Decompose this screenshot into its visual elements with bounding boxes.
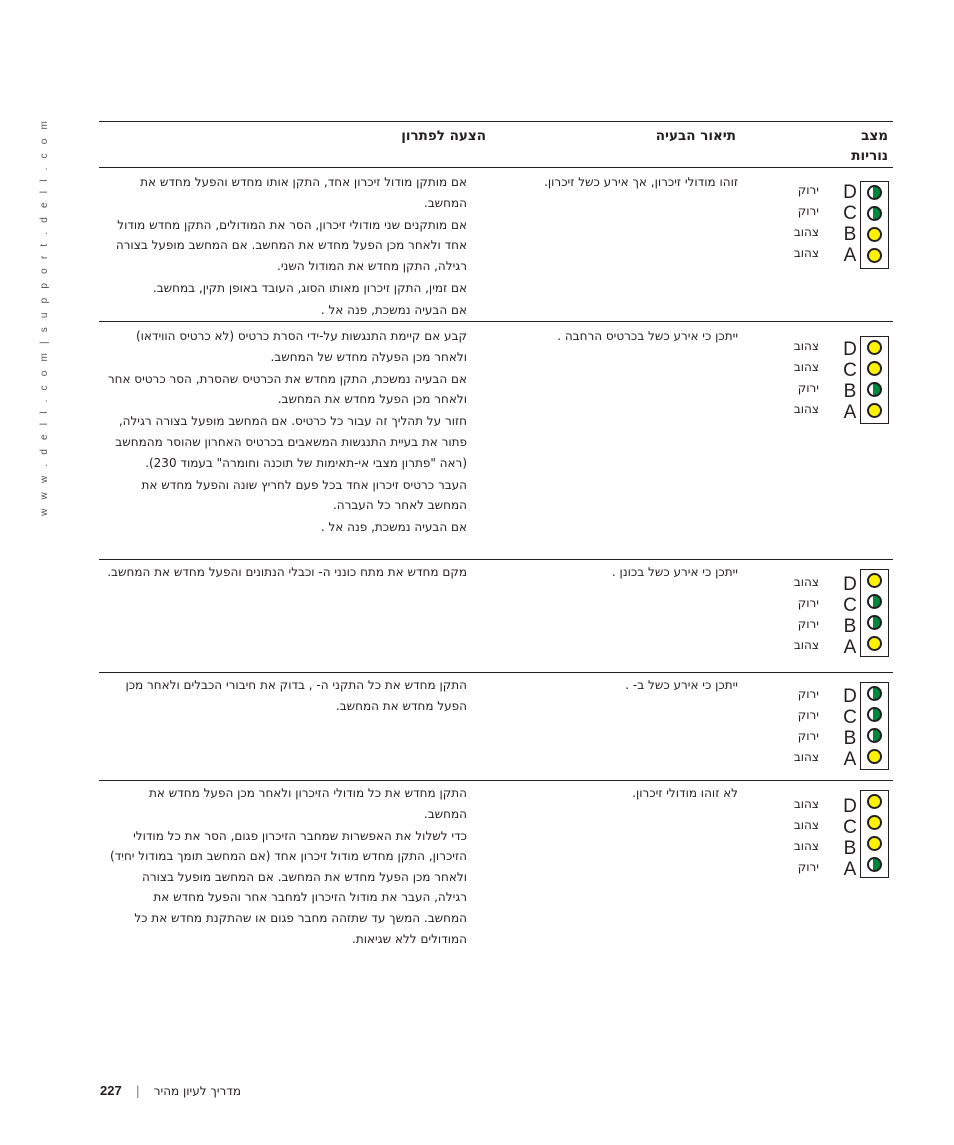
led-color-b: ירוק	[797, 381, 819, 395]
led-letter: A	[843, 245, 857, 266]
solution-text: כדי לשלול את האפשרות שמחבר הזיכרון פגום, הסר את כל מודולי הזיכרון, התקן מחדש מודול זיכרון אחד (אם המחשב תומך במודול יחיד) ולאחר מכן הפעל מחדש את המחשב. אם המחשב מופעל בצורה רגילה, העבר את מודול הזיכרון למחבר אחר והפעל מחדש את המחשב. המשך עד שתזהה מחבר פגום או שהתקנת מחדש את כל המודולים ללא שגיאות.	[110, 828, 467, 946]
diagnostic-lights-box	[860, 790, 889, 878]
led-color-c: ירוק	[797, 596, 819, 610]
description-cell: לא זוהו מודולי זיכרון.	[632, 786, 738, 800]
led-color-b: ירוק	[797, 617, 819, 631]
diagnostic-light-d	[867, 340, 882, 355]
diagnostic-light-a	[867, 248, 882, 263]
description-cell: זוהו מודולי זיכרון, אך אירע כשל זיכרון.	[544, 175, 738, 189]
table-row	[99, 168, 893, 321]
led-color-d: ירוק	[797, 687, 819, 701]
led-letter: D	[843, 182, 857, 203]
led-letters	[842, 182, 858, 266]
led-letter: C	[843, 595, 857, 616]
solution-cell	[107, 783, 467, 951]
diagnostic-light-d	[867, 794, 882, 809]
led-color-d: צהוב	[793, 575, 819, 589]
page-number: 227	[100, 1083, 122, 1098]
solution-cell	[107, 172, 467, 322]
led-letter: B	[843, 616, 857, 637]
led-color-a: צהוב	[793, 750, 819, 764]
diagnostic-light-b	[867, 227, 882, 242]
header-state-line2: נוריות	[851, 148, 888, 164]
solution-text: העבר כרטיס זיכרון אחד בכל פעם לחריץ שונה והפעל מחדש את המחשב לאחר כל העברה.	[141, 477, 467, 513]
header-solution: הצעה לפתרון	[401, 128, 486, 144]
diagnostic-light-d	[867, 185, 882, 200]
led-color-a: צהוב	[793, 638, 819, 652]
led-letters	[842, 796, 858, 880]
led-letter: B	[843, 381, 857, 402]
table-top-rule	[99, 121, 893, 122]
solution-text: אם הבעיה נמשכת, פנה אל .	[320, 520, 467, 535]
led-color-labels	[789, 180, 819, 264]
solution-text: התקן מחדש את כל התקני ה- , בדוק את חיבורי הכבלים ולאחר מכן הפעל מחדש את המחשב.	[125, 678, 467, 713]
led-letter: A	[843, 637, 857, 658]
table-row	[99, 560, 893, 672]
header-state	[828, 126, 888, 166]
led-letter: D	[843, 796, 857, 817]
description-cell: ייתכן כי אירע כשל בכונן .	[611, 565, 738, 579]
led-color-labels	[789, 572, 819, 656]
diagnostic-light-b	[867, 728, 882, 743]
led-color-c: ירוק	[797, 708, 819, 722]
solution-text: מקם מחדש את מתח כונני ה- וכבלי הנתונים והפעל מחדש את המחשב.	[107, 565, 467, 579]
table-row	[99, 781, 893, 951]
led-color-b: ירוק	[797, 729, 819, 743]
led-color-labels	[789, 794, 819, 878]
led-color-c: צהוב	[793, 818, 819, 832]
led-color-c: ירוק	[797, 204, 819, 218]
side-url: w w w . d e l l . c o m | s u p p o r t . d e l l . c o m	[39, 118, 50, 516]
table-row	[99, 673, 893, 780]
solution-cell	[107, 326, 467, 539]
diagnostic-light-a	[867, 857, 882, 872]
led-color-c: צהוב	[793, 360, 819, 374]
led-letter: D	[843, 686, 857, 707]
diagnostic-light-d	[867, 686, 882, 701]
solution-text: התקן מחדש את כל מודולי הזיכרון ולאחר מכן הפעל מחדש את המחשב.	[149, 786, 467, 821]
diagnostic-light-c	[867, 361, 882, 376]
solution-cell	[107, 562, 467, 584]
diagnostic-light-a	[867, 403, 882, 418]
led-letter: A	[843, 859, 857, 880]
description-cell: ייתכן כי אירע כשל ב- .	[625, 678, 738, 692]
header-description: תיאור הבעיה	[655, 128, 736, 144]
led-letters	[842, 574, 858, 658]
led-color-b: צהוב	[793, 839, 819, 853]
led-letter: C	[843, 203, 857, 224]
page-footer	[100, 1083, 241, 1098]
led-letter: A	[843, 402, 857, 423]
solution-cell	[107, 675, 467, 718]
solution-text: אם זמין, התקן זיכרון מאותו הסוג, העובד באופן תקין, במחשב.	[152, 280, 467, 295]
led-letter: B	[843, 838, 857, 859]
diagnostic-light-c	[867, 815, 882, 830]
diagnostic-light-d	[867, 573, 882, 588]
led-color-d: ירוק	[797, 183, 819, 197]
footer-separator: |	[135, 1083, 140, 1098]
table-row	[99, 322, 893, 559]
led-letter: C	[843, 817, 857, 838]
led-color-a: צהוב	[793, 246, 819, 260]
solution-text: חזור על תהליך זה עבור כל כרטיס. אם המחשב מופעל בצורה רגילה, פתור את בעיית התנגשות המשאבים בכרטיס האחרון שהוסר מהמחשב (ראה "פתרון מצבי אי-תאימות של תוכנה וחומרה" בעמוד 230).	[115, 414, 467, 470]
diagnostic-light-a	[867, 636, 882, 651]
led-color-b: צהוב	[793, 225, 819, 239]
diagnostic-light-c	[867, 594, 882, 609]
led-letter: C	[843, 360, 857, 381]
solution-text: קבע אם קיימת התנגשות על-ידי הסרת כרטיס (לא כרטיס הווידאו) ולאחר מכן הפעלה מחדש של המחשב.	[135, 329, 467, 364]
led-letters	[842, 686, 858, 770]
led-letter: B	[843, 224, 857, 245]
description-cell: ייתכן כי אירע כשל בכרטיס הרחבה .	[557, 329, 738, 343]
solution-text: אם מותקנים שני מודולי זיכרון, הסר את המודולים, התקן מחדש מודול אחד ולאחר מכן הפעל מחדש את המחשב. אם המחשב מופעל בצורה רגילה, התקן מחדש את המודול השני.	[115, 217, 467, 273]
diagnostic-light-b	[867, 836, 882, 851]
diagnostic-light-c	[867, 707, 882, 722]
guide-title: מדריך לעיון מהיר	[153, 1083, 241, 1098]
diagnostic-lights-box	[860, 682, 889, 770]
led-letter: A	[843, 749, 857, 770]
led-color-a: ירוק	[797, 860, 819, 874]
solution-text: אם הבעיה נמשכת, פנה אל .	[320, 303, 467, 318]
header-state-line1: מצב	[861, 128, 888, 144]
solution-text: אם מותקן מודול זיכרון אחד, התקן אותו מחדש והפעל מחדש את המחשב.	[140, 175, 467, 210]
led-color-labels	[789, 336, 819, 420]
led-color-a: צהוב	[793, 402, 819, 416]
led-letters	[842, 339, 858, 423]
led-color-labels	[789, 684, 819, 768]
led-letter: D	[843, 574, 857, 595]
solution-text: אם הבעיה נמשכת, התקן מחדש את הכרטיס שהסרת, הסר כרטיס אחר ולאחר מכן הפעל מחדש את המחשב.	[107, 371, 467, 407]
diagnostic-light-c	[867, 206, 882, 221]
diagnostic-light-b	[867, 382, 882, 397]
diagnostic-light-b	[867, 615, 882, 630]
led-letter: C	[843, 707, 857, 728]
led-color-d: צהוב	[793, 339, 819, 353]
led-color-d: צהוב	[793, 797, 819, 811]
diagnostic-lights-box	[860, 181, 889, 269]
diagnostic-lights-box	[860, 336, 889, 424]
led-letter: D	[843, 339, 857, 360]
led-letter: B	[843, 728, 857, 749]
diagnostic-light-a	[867, 749, 882, 764]
diagnostic-lights-box	[860, 569, 889, 657]
